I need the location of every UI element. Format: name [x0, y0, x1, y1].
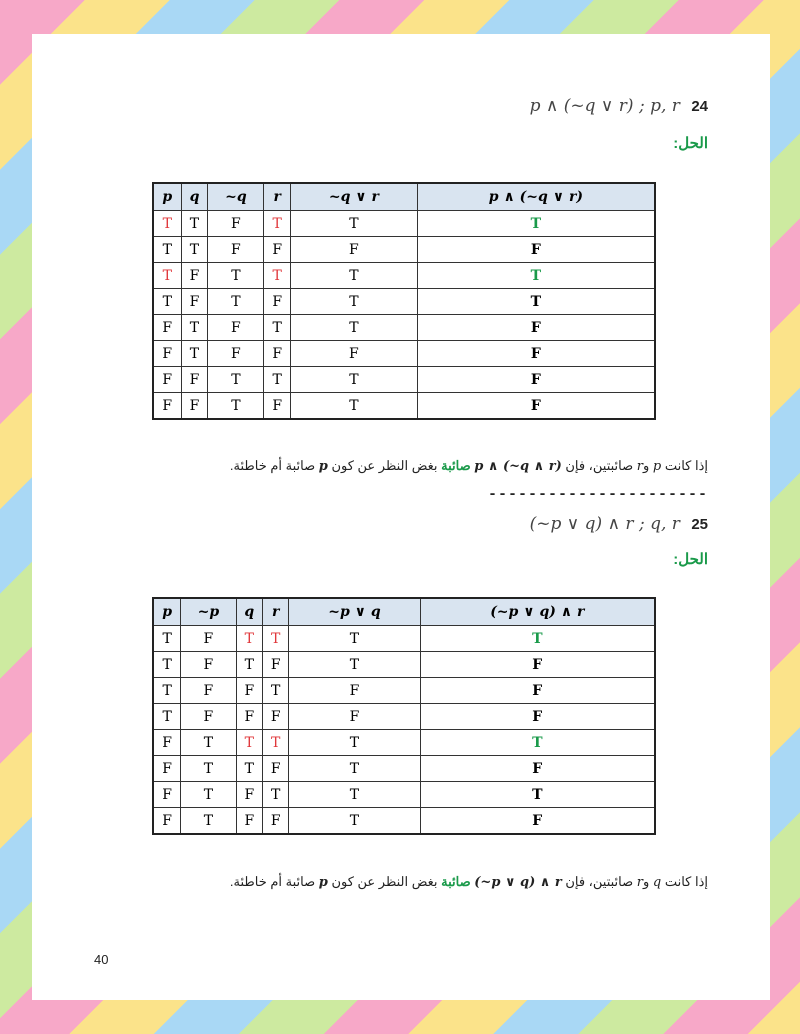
table-cell: T — [289, 626, 420, 652]
problem-25-solution-label: الحل: — [673, 551, 708, 568]
problem-25-expression: (~p ∨ q) ∧ r ; q, r — [529, 514, 680, 534]
problem-25-title — [530, 514, 708, 534]
table-cell: T — [417, 263, 655, 289]
table-row — [153, 393, 655, 420]
table-cell: F — [263, 756, 289, 782]
table-cell: F — [181, 678, 236, 704]
table-cell: T — [153, 211, 181, 237]
table-row — [153, 730, 655, 756]
conclusion-text: إذا كانت — [661, 458, 708, 473]
table-cell: F — [417, 367, 655, 393]
table-row — [153, 782, 655, 808]
table-cell: F — [181, 626, 236, 652]
table-cell: F — [264, 289, 291, 315]
table-cell: T — [181, 756, 236, 782]
table-row — [153, 652, 655, 678]
table-row — [153, 237, 655, 263]
table-cell: T — [236, 730, 263, 756]
table-cell: T — [417, 211, 655, 237]
header-cell: ~p ∨ q — [289, 598, 420, 626]
table-cell: T — [264, 315, 291, 341]
table-cell: F — [236, 678, 263, 704]
table-cell: T — [153, 678, 181, 704]
conclusion-text: و — [643, 458, 653, 473]
table-row — [153, 626, 655, 652]
table-cell: T — [208, 263, 264, 289]
header-cell: ~q ∨ r — [290, 183, 417, 211]
table-cell: F — [208, 315, 264, 341]
table-cell: F — [181, 367, 208, 393]
conclusion-var: p — [318, 459, 328, 474]
table-row — [153, 263, 655, 289]
table-cell: T — [264, 211, 291, 237]
table-cell: F — [181, 393, 208, 420]
conclusion-text: إذا كانت — [661, 874, 708, 889]
header-cell: p — [153, 598, 181, 626]
table-header-row — [153, 183, 655, 211]
header-cell: ~q — [208, 183, 264, 211]
table-cell: F — [181, 652, 236, 678]
table-cell: T — [290, 393, 417, 420]
conclusion-highlight: صائبة — [441, 874, 475, 889]
conclusion-text: و — [643, 874, 653, 889]
table-cell: T — [263, 730, 289, 756]
table-cell: F — [236, 704, 263, 730]
table-cell: F — [290, 341, 417, 367]
truth-table-25 — [152, 597, 656, 835]
table-cell: T — [290, 289, 417, 315]
conclusion-var: p — [318, 875, 328, 890]
table-cell: T — [289, 756, 420, 782]
table-cell: F — [208, 341, 264, 367]
conclusion-text: صائبتين، فإن — [561, 458, 637, 473]
conclusion-highlight: صائبة — [441, 458, 475, 473]
table-cell: F — [264, 341, 291, 367]
table-cell: T — [289, 782, 420, 808]
table-cell: F — [208, 237, 264, 263]
page — [32, 34, 770, 1000]
table-cell: T — [420, 626, 655, 652]
table-cell: F — [263, 704, 289, 730]
conclusion-text: بغض النظر عن كون — [327, 458, 442, 473]
conclusion-text: صائبة أم خاطئة. — [229, 458, 319, 473]
table-cell: T — [236, 626, 263, 652]
table-cell: T — [153, 652, 181, 678]
table-cell: T — [153, 289, 181, 315]
table-cell: F — [263, 652, 289, 678]
problem-24-conclusion — [230, 458, 708, 474]
table-row — [153, 756, 655, 782]
table-cell: F — [417, 341, 655, 367]
table-cell: T — [181, 211, 208, 237]
table-cell: T — [153, 237, 181, 263]
table-row — [153, 289, 655, 315]
table-cell: F — [181, 704, 236, 730]
table-cell: T — [208, 367, 264, 393]
table-cell: F — [264, 237, 291, 263]
table-cell: F — [289, 678, 420, 704]
table-cell: T — [181, 808, 236, 835]
header-cell: p ∧ (~q ∨ r) — [417, 183, 655, 211]
problem-24-solution-label: الحل: — [673, 135, 708, 152]
table-cell: F — [208, 211, 264, 237]
table-row — [153, 704, 655, 730]
table-cell: F — [153, 367, 181, 393]
table-cell: F — [236, 782, 263, 808]
table-cell: T — [289, 808, 420, 835]
table-cell: F — [417, 237, 655, 263]
table-cell: T — [417, 289, 655, 315]
table-cell: F — [181, 289, 208, 315]
header-cell: q — [181, 183, 208, 211]
table-cell: F — [153, 782, 181, 808]
conclusion-var: r — [636, 875, 643, 890]
table-cell: T — [181, 782, 236, 808]
table-cell: F — [420, 678, 655, 704]
table-cell: F — [420, 704, 655, 730]
table-cell: F — [289, 704, 420, 730]
table-cell: T — [236, 652, 263, 678]
table-cell: F — [153, 393, 181, 420]
table-cell: F — [153, 315, 181, 341]
problem-24-number: 24 — [691, 98, 708, 115]
table-cell: T — [264, 263, 291, 289]
table-cell: T — [181, 341, 208, 367]
table-cell: F — [420, 756, 655, 782]
conclusion-text: بغض النظر عن كون — [327, 874, 442, 889]
table-row — [153, 678, 655, 704]
table-cell: F — [420, 808, 655, 835]
conclusion-var: q — [652, 875, 662, 890]
table-cell: T — [181, 237, 208, 263]
table-cell: F — [420, 652, 655, 678]
table-cell: T — [208, 289, 264, 315]
conclusion-var: p — [652, 459, 662, 474]
table-cell: F — [264, 393, 291, 420]
header-cell: q — [236, 598, 263, 626]
table-row — [153, 367, 655, 393]
table-cell: T — [290, 367, 417, 393]
problem-25-number: 25 — [691, 516, 708, 533]
table-cell: T — [208, 393, 264, 420]
problem-25-conclusion — [230, 874, 708, 890]
table-row — [153, 315, 655, 341]
table-cell: T — [263, 678, 289, 704]
table-cell: T — [264, 367, 291, 393]
conclusion-formula: (~p ∨ q) ∧ r — [474, 875, 562, 890]
table-cell: F — [153, 756, 181, 782]
table-cell: T — [181, 315, 208, 341]
table-cell: T — [289, 730, 420, 756]
header-cell: r — [263, 598, 289, 626]
conclusion-var: r — [636, 459, 643, 474]
table-header-row — [153, 598, 655, 626]
table-cell: T — [290, 211, 417, 237]
page-number: 40 — [94, 952, 109, 967]
separator: ---------------------- — [487, 486, 708, 503]
table-row — [153, 808, 655, 835]
conclusion-formula: p ∧ (~q ∧ r) — [474, 459, 562, 474]
table-cell: T — [290, 263, 417, 289]
table-cell: F — [153, 341, 181, 367]
problem-24-title — [530, 96, 708, 116]
table-cell: F — [181, 263, 208, 289]
table-cell: T — [263, 626, 289, 652]
table-cell: T — [420, 730, 655, 756]
table-row — [153, 341, 655, 367]
header-cell: ~p — [181, 598, 236, 626]
conclusion-text: صائبتين، فإن — [561, 874, 637, 889]
table-cell: T — [236, 756, 263, 782]
table-cell: F — [417, 393, 655, 420]
header-cell: r — [264, 183, 291, 211]
table-cell: F — [153, 730, 181, 756]
table-cell: T — [420, 782, 655, 808]
header-cell: p — [153, 183, 181, 211]
table-cell: F — [417, 315, 655, 341]
table-row — [153, 211, 655, 237]
table-cell: T — [181, 730, 236, 756]
table-cell: F — [153, 808, 181, 835]
table-cell: F — [263, 808, 289, 835]
table-cell: F — [236, 808, 263, 835]
table-cell: T — [153, 626, 181, 652]
table-cell: F — [290, 237, 417, 263]
problem-24-expression: p ∧ (~q ∨ r) ; p, r — [529, 96, 680, 116]
table-cell: T — [289, 652, 420, 678]
table-cell: T — [153, 704, 181, 730]
header-cell: (~p ∨ q) ∧ r — [420, 598, 655, 626]
truth-table-24 — [152, 182, 656, 420]
table-cell: T — [290, 315, 417, 341]
table-cell: T — [263, 782, 289, 808]
conclusion-text: صائبة أم خاطئة. — [229, 874, 319, 889]
table-cell: T — [153, 263, 181, 289]
